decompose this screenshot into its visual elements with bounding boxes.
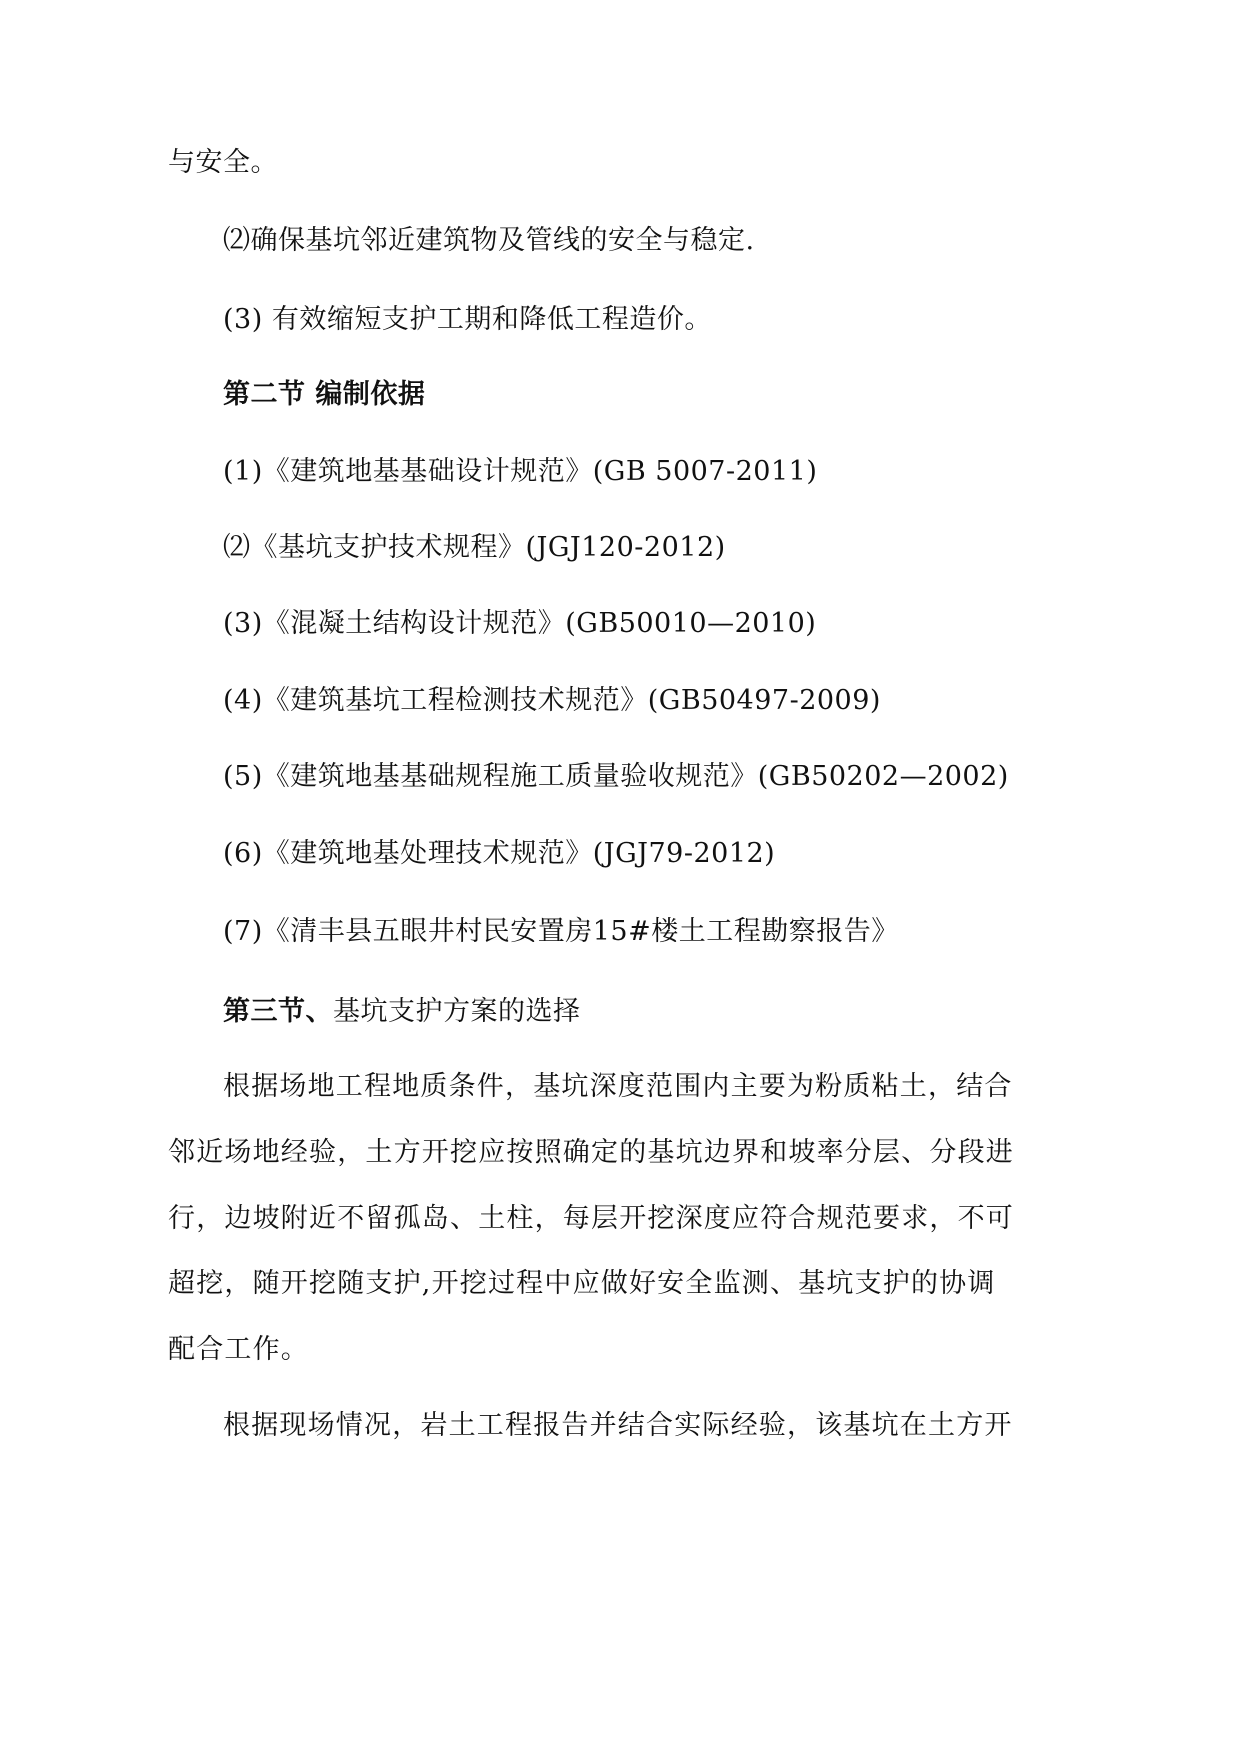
section-heading: 第二节 编制依据 [223, 379, 426, 410]
reference-item: (5)《建筑地基基础规程施工质量验收规范》(GB50202—2002) [223, 761, 1009, 792]
paragraph-line: 根据现场情况，岩土工程报告并结合实际经验，该基坑在土方开 [223, 1410, 1013, 1441]
reference-item: ⑵《基坑支护技术规程》(JGJ120-2012) [223, 532, 726, 563]
reference-item: (6)《建筑地基处理技术规范》(JGJ79-2012) [223, 838, 776, 869]
list-item: (3) 有效缩短支护工期和降低工程造价。 [223, 304, 712, 335]
paragraph-line: 行，边坡附近不留孤岛、土柱，每层开挖深度应符合规范要求，不可 [168, 1203, 1014, 1234]
paragraph-line: 邻近场地经验，土方开挖应按照确定的基坑边界和坡率分层、分段进 [168, 1137, 1014, 1168]
section-heading [223, 992, 581, 1032]
reference-item: (7)《清丰县五眼井村民安置房15#楼土工程勘察报告》 [223, 916, 899, 947]
list-item: ⑵确保基坑邻近建筑物及管线的安全与稳定. [223, 225, 755, 256]
reference-item: (3)《混凝土结构设计规范》(GB50010—2010) [223, 608, 817, 639]
reference-item: (4)《建筑基坑工程检测技术规范》(GB50497-2009) [223, 685, 881, 716]
paragraph-line: 配合工作。 [168, 1334, 309, 1365]
text-line: 与安全。 [168, 147, 278, 178]
reference-item: (1)《建筑地基基础设计规范》(GB 5007-2011) [223, 456, 818, 487]
paragraph-line: 根据场地工程地质条件，基坑深度范围内主要为粉质粘土，结合 [223, 1071, 1013, 1102]
paragraph-line: 超挖，随开挖随支护,开挖过程中应做好安全监测、基坑支护的协调 [168, 1268, 996, 1299]
section-heading-number: 第三节、 [223, 996, 333, 1027]
section-heading-title: 基坑支护方案的选择 [333, 996, 581, 1027]
